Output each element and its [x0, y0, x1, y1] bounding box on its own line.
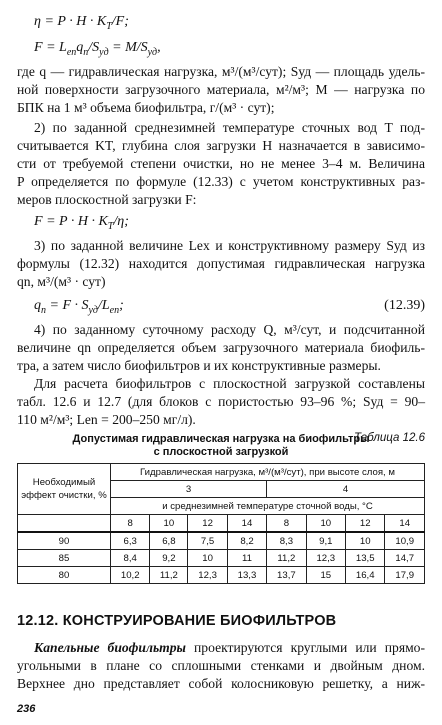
table-cell: 13,5: [346, 550, 385, 567]
table-header-temp: 12: [188, 515, 227, 533]
text-line: Для расчета биофильтров с плоскостной загрузкой составлены: [34, 376, 425, 391]
text-line: угольными в плане со сплошными стенками и двойным дном.: [17, 658, 425, 673]
text-line: P определяется по формуле (12.33) с учетом конструктивных раз-: [17, 174, 425, 189]
table-header-group: Гидравлическая нагрузка, м³/(м³/сут), при высоте слоя, м: [111, 464, 425, 481]
text-line: qn, м³/(м³ · сут): [17, 274, 106, 289]
table-cell: 8,3: [267, 532, 306, 550]
table-header-height: 4: [267, 481, 425, 498]
page-number: 236: [17, 703, 36, 715]
text-line: 3) по заданной величине Lex и конструктивному размеру Sуд из: [34, 238, 425, 253]
table-number: Таблица 12.6: [354, 432, 425, 444]
text-line: 110 м²/м³; Len = 200–250 мг/л).: [17, 412, 196, 427]
equation-number: (12.39): [384, 298, 425, 313]
table-header-temp: 8: [111, 515, 150, 533]
table-header-temp: 8: [267, 515, 306, 533]
text-line: ной поверхности загрузочного материала, м²/м³; M — нагрузка по: [17, 82, 425, 97]
table-cell: 8,4: [111, 550, 150, 567]
text-line: тра, а затем число биофильтров и их конструктивные размеры.: [17, 358, 381, 373]
text-line: меров плоскостной загрузки F:: [17, 192, 197, 207]
table-cell: 15: [306, 567, 345, 584]
text-line: формулы (12.32) находится допустимая гидравлическая нагрузка: [17, 256, 425, 271]
table-cell: 12,3: [188, 567, 227, 584]
table-cell: 11: [227, 550, 266, 567]
table-cell-effect: 85: [18, 550, 111, 567]
formula-hydraulic-load: [34, 298, 425, 319]
table-cell: 10: [346, 532, 385, 550]
table-header-effect: Необходимый эффект очистки, %: [18, 464, 111, 515]
hydraulic-load-table: [17, 463, 425, 584]
table-cell: 9,1: [306, 532, 345, 550]
table-title-line2: с плоскостной загрузкой: [153, 446, 289, 458]
table-cell-effect: 90: [18, 532, 111, 550]
table-row: [18, 532, 425, 550]
table-row: [18, 567, 425, 584]
formula-efficiency: $\eta = P \cdot H \cdot K_T/F$;: [34, 14, 129, 32]
table-cell: 11,2: [150, 567, 188, 584]
text-line: сти от требуемой степени очистки, но не менее 3–4 м. Величина: [17, 156, 425, 171]
table-row: [18, 550, 425, 567]
table-header-height: 3: [111, 481, 267, 498]
table-cell: 13,3: [227, 567, 266, 584]
table-cell: 11,2: [267, 550, 306, 567]
table-cell: 16,4: [346, 567, 385, 584]
table-cell-effect: 80: [18, 567, 111, 584]
table-cell: 10: [188, 550, 227, 567]
table-cell: 13,7: [267, 567, 306, 584]
table-cell: 10,2: [111, 567, 150, 584]
table-header-blank: [18, 515, 111, 533]
table-header-temperature: и среднезимней температуре сточной воды, °С: [111, 498, 425, 515]
text-line: где q — гидравлическая нагрузка, м³/(м³/сут); Sуд — площадь удель-: [17, 64, 425, 79]
formula-load: $F = P \cdot H \cdot K_T/\eta$;: [34, 214, 129, 232]
text-line: считывается KT, глубина слоя загрузки H назначается в зависимо-: [17, 138, 425, 153]
text-line: Верхнее дно представляет собой колосниковую решетку, а ниж-: [17, 676, 425, 691]
table-cell: 12,3: [306, 550, 345, 567]
text-line: табл. 12.6 и 12.7 (для блоков с пористостью 93–96 %; Sуд = 90–: [17, 394, 425, 409]
table-cell: 17,9: [385, 567, 425, 584]
table-cell: 9,2: [150, 550, 188, 567]
table-title-line1: Допустимая гидравлическая нагрузка на биофильтры: [72, 433, 370, 445]
table-header-temp: 12: [346, 515, 385, 533]
text-line: БПК на 1 м³ объема биофильтра, г/(м³ · сут);: [17, 100, 275, 115]
table-cell: 7,5: [188, 532, 227, 550]
formula-body: $q_n = F \cdot S_{уд}/L_{en}$;: [34, 298, 124, 316]
formula-surface: $F = L_{en}q_n/S_{уд} = M/S_{уд}$,: [34, 40, 161, 58]
table-cell: 10,9: [385, 532, 425, 550]
table-header-temp: 14: [385, 515, 425, 533]
text-line: величине qn определяется объем загрузочного материала биофиль-: [17, 340, 425, 355]
text-line: 2) по заданной среднезимней температуре сточных вод T под-: [34, 120, 425, 135]
table-header-temp: 14: [227, 515, 266, 533]
table-header-temp: 10: [306, 515, 345, 533]
table-cell: 8,2: [227, 532, 266, 550]
table-cell: 6,8: [150, 532, 188, 550]
text-line: Капельные биофильтры проектируются круглыми или прямо-: [34, 640, 425, 655]
table-cell: 6,3: [111, 532, 150, 550]
table-header-temp: 10: [150, 515, 188, 533]
section-heading: 12.12. КОНСТРУИРОВАНИЕ БИОФИЛЬТРОВ: [17, 613, 337, 629]
text-line: 4) по заданному суточному расходу Q, м³/сут, и подсчитанной: [34, 322, 425, 337]
table-cell: 14,7: [385, 550, 425, 567]
